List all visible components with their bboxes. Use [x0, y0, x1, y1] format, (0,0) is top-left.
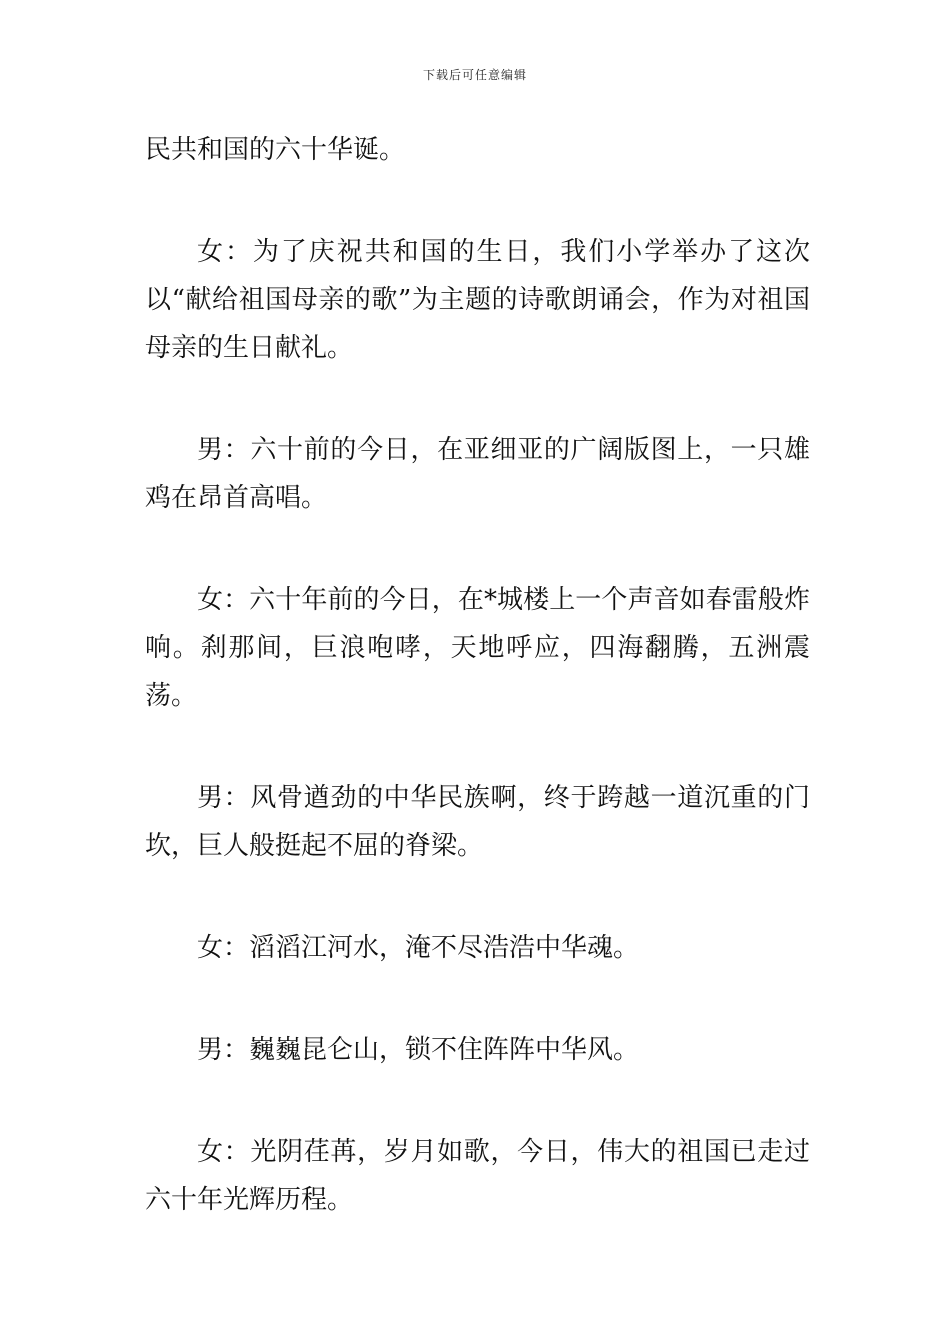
document-body — [145, 126, 810, 1278]
header-note: 下载后可任意编辑 — [422, 68, 527, 82]
paragraph-female-3: 女：滔滔江河水，淹不尽浩浩中华魂。 — [197, 933, 640, 963]
paragraph-female-4: 女：光阴荏苒，岁月如歌，今日，伟大的祖国已走过六十年光辉历程。 — [145, 1137, 810, 1215]
paragraph-male-1: 男：六十前的今日，在亚细亚的广阔版图上，一只雄鸡在昂首高唱。 — [145, 435, 810, 513]
paragraph-male-3: 男：巍巍昆仑山，锁不住阵阵中华风。 — [197, 1035, 640, 1065]
paragraph-female-2: 女：六十年前的今日，在*城楼上一个声音如春雷般炸响。刹那间，巨浪咆哮，天地呼应，四海翻腾，五洲震荡。 — [145, 585, 810, 711]
paragraph-female-1: 女：为了庆祝共和国的生日，我们小学举办了这次以“献给祖国母亲的歌”为主题的诗歌朗诵会，作为对祖国母亲的生日献礼。 — [145, 237, 810, 363]
paragraph-male-2: 男：风骨遒劲的中华民族啊，终于跨越一道沉重的门坎，巨人般挺起不屈的脊梁。 — [145, 783, 810, 861]
paragraph-continuation: 民共和国的六十华诞。 — [145, 135, 406, 165]
